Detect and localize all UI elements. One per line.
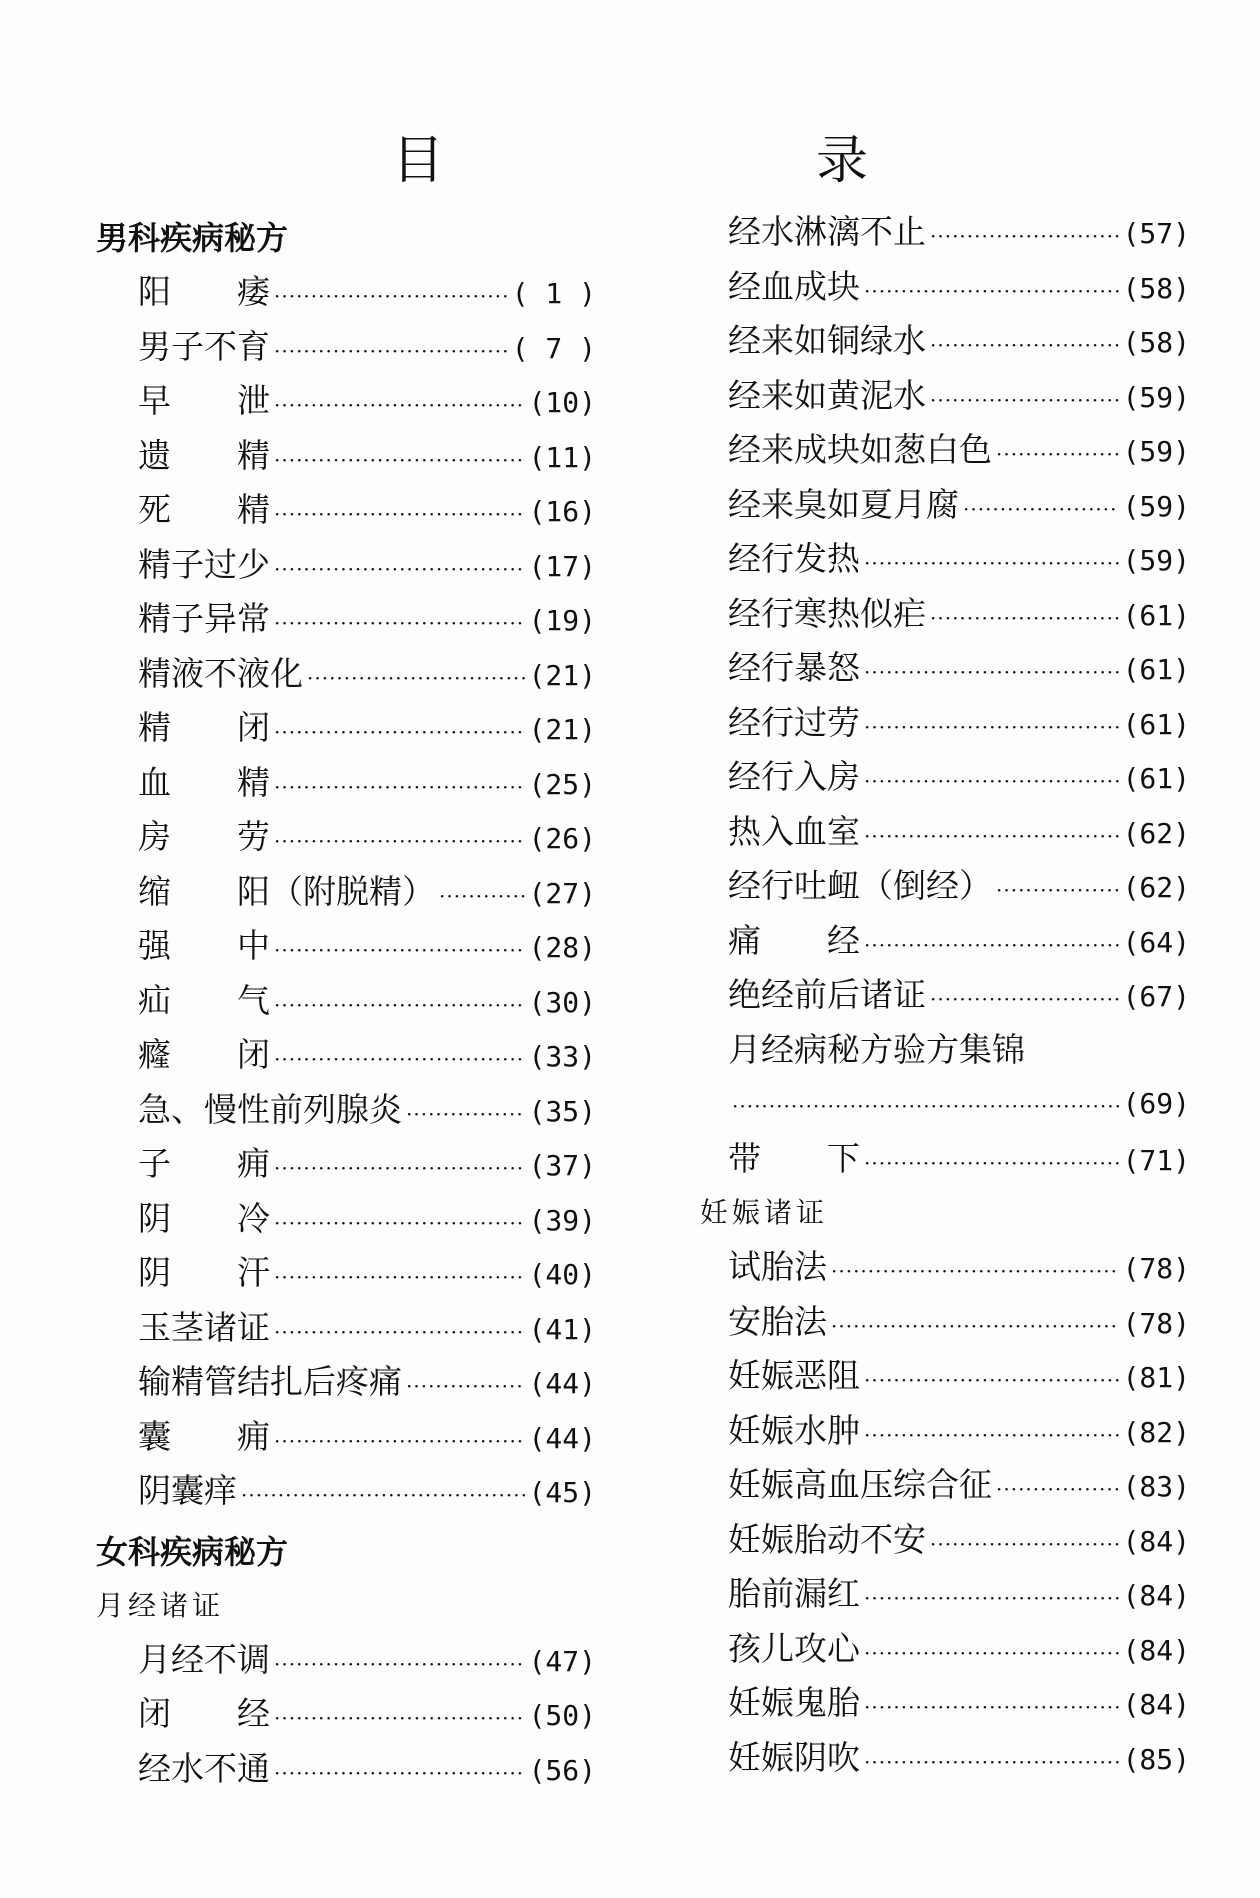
toc-entry-label: 强 中 <box>138 926 270 965</box>
toc-entry-page: (58) <box>1122 271 1190 305</box>
toc-entry-page: (59) <box>1122 435 1190 468</box>
toc-entry-label: 月经病秘方验方集锦 <box>728 1029 1025 1069</box>
toc-entry-label: 精 闭 <box>138 708 270 747</box>
dot-leader <box>274 487 525 542</box>
toc-left-column <box>96 205 596 1796</box>
toc-entry[interactable] <box>700 1240 1190 1295</box>
toc-entry[interactable] <box>700 968 1190 1023</box>
toc-entry[interactable] <box>96 374 596 429</box>
dot-leader <box>864 1136 1119 1191</box>
dot-leader <box>274 1196 525 1251</box>
toc-entry-label: 经行吐衄（倒经） <box>728 866 992 905</box>
toc-entry-page: ( 1 ) <box>511 277 596 310</box>
dot-leader <box>864 1408 1119 1463</box>
toc-entry-page: (37) <box>528 1149 596 1182</box>
toc-entry-page: (41) <box>528 1312 596 1346</box>
toc-entry-page: (45) <box>528 1476 596 1509</box>
toc-list-pregnancy <box>700 1240 1190 1785</box>
dot-leader <box>930 209 1119 264</box>
toc-entry[interactable] <box>96 701 596 756</box>
toc-entry[interactable] <box>96 1083 596 1138</box>
toc-entry-page: (84) <box>1122 1524 1190 1558</box>
toc-entry[interactable] <box>96 265 596 320</box>
dot-leader <box>864 645 1119 700</box>
dot-leader <box>406 1087 525 1142</box>
dot-leader <box>864 809 1119 864</box>
toc-entry[interactable] <box>96 919 596 974</box>
dot-leader <box>864 918 1119 973</box>
toc-entry-page: (59) <box>1122 544 1190 577</box>
toc-entry-label: 死 精 <box>138 490 270 529</box>
toc-entry[interactable] <box>700 1458 1190 1513</box>
toc-entry[interactable] <box>700 859 1190 914</box>
toc-entry[interactable] <box>96 974 596 1029</box>
toc-entry-label: 胎前漏红 <box>728 1574 860 1613</box>
toc-entry-page: (58) <box>1122 326 1190 359</box>
toc-entry[interactable] <box>96 1301 596 1356</box>
toc-entry-label: 妊娠高血压综合征 <box>728 1465 992 1504</box>
toc-entry-page: ( 7 ) <box>511 331 596 365</box>
toc-entry-label: 急、慢性前列腺炎 <box>138 1089 402 1129</box>
toc-entry[interactable] <box>700 1132 1190 1187</box>
toc-entry-page: (61) <box>1122 762 1190 795</box>
toc-entry-page: (10) <box>528 386 596 419</box>
dot-leader <box>930 318 1119 373</box>
toc-entry-label: 精液不液化 <box>138 653 303 693</box>
toc-entry[interactable] <box>700 750 1190 805</box>
toc-entry[interactable] <box>96 1246 596 1301</box>
toc-entry[interactable] <box>700 1567 1190 1622</box>
toc-entry-page: (82) <box>1122 1415 1190 1449</box>
toc-entry-label: 缩 阳（附脱精） <box>138 871 435 911</box>
toc-entry-label: 痛 经 <box>728 920 860 960</box>
toc-entry-label: 癃 闭 <box>138 1035 270 1074</box>
toc-entry-page: (44) <box>528 1421 596 1455</box>
toc-entry[interactable] <box>96 1687 596 1742</box>
section-heading-women: 女科疾病秘方 <box>96 1532 289 1571</box>
dot-leader <box>274 1414 525 1469</box>
toc-entry[interactable] <box>700 1513 1190 1568</box>
toc-entry-label: 经来臭如夏月腐 <box>728 484 959 524</box>
toc-entry-page: (59) <box>1122 380 1190 414</box>
subsection-heading-menstrual: 月经诸证 <box>96 1588 225 1622</box>
toc-entry-page: (16) <box>528 495 596 528</box>
toc-entry-page: (81) <box>1122 1361 1190 1394</box>
toc-entry-label: 阴 冷 <box>138 1198 270 1238</box>
toc-entry[interactable] <box>700 1404 1190 1459</box>
toc-entry[interactable] <box>96 647 596 702</box>
toc-entry-page: (84) <box>1122 1633 1190 1667</box>
dot-leader <box>274 705 525 760</box>
toc-entry[interactable] <box>700 587 1190 642</box>
dot-leader <box>864 536 1119 591</box>
toc-entry-page: (47) <box>528 1644 596 1678</box>
toc-entry-label: 早 泄 <box>138 381 270 420</box>
toc-entry-page: (39) <box>528 1203 596 1237</box>
toc-entry-label: 经来如铜绿水 <box>728 321 926 360</box>
toc-entry-page: (26) <box>528 822 596 855</box>
dot-leader <box>732 1079 1119 1134</box>
toc-entry-page: (67) <box>1122 980 1190 1013</box>
subsection-heading-pregnancy: 妊娠诸证 <box>700 1196 829 1229</box>
dot-leader <box>996 1462 1119 1517</box>
toc-entry-page: (83) <box>1122 1470 1190 1503</box>
toc-entry-label: 囊 痈 <box>138 1416 270 1456</box>
toc-entry-label: 妊娠鬼胎 <box>728 1683 860 1722</box>
toc-entry[interactable] <box>96 1028 596 1083</box>
toc-entry-page: (33) <box>528 1040 596 1073</box>
toc-entry[interactable] <box>96 1355 596 1410</box>
toc-entry-label: 孩儿攻心 <box>728 1628 860 1668</box>
toc-entry-page: (35) <box>528 1094 596 1128</box>
toc-entry-label: 绝经前后诸证 <box>728 975 926 1014</box>
toc-right-column <box>700 205 1190 1785</box>
toc-entry-label: 疝 气 <box>138 980 270 1020</box>
dot-leader <box>274 1250 525 1305</box>
toc-entry[interactable] <box>700 1349 1190 1404</box>
page-title: 目 录 <box>391 131 1028 191</box>
toc-entry[interactable] <box>96 865 596 920</box>
toc-entry-label: 玉茎诸证 <box>138 1307 270 1347</box>
toc-entry-page: (84) <box>1122 1688 1190 1721</box>
toc-entry[interactable] <box>700 1731 1190 1786</box>
toc-entry-page: (27) <box>528 876 596 910</box>
toc-entry-label: 精子过少 <box>138 544 270 584</box>
toc-entry-page: (21) <box>528 713 596 746</box>
dot-leader <box>274 378 525 433</box>
dot-leader <box>996 427 1119 482</box>
dot-leader <box>864 1571 1119 1626</box>
dot-leader <box>864 1735 1119 1790</box>
toc-entry[interactable] <box>700 641 1190 696</box>
dot-leader <box>274 596 525 651</box>
toc-entry-page: (25) <box>528 767 596 801</box>
toc-entry[interactable] <box>96 1410 596 1465</box>
toc-entry-label: 带 下 <box>728 1138 860 1178</box>
toc-entry-page: (78) <box>1122 1252 1190 1285</box>
toc-list-menstrual-continued <box>700 205 1190 1023</box>
toc-list-menstrual <box>96 1633 596 1797</box>
toc-entry[interactable] <box>700 1295 1190 1350</box>
toc-entry-page: (21) <box>528 658 596 692</box>
toc-entry-label: 月经不调 <box>138 1639 270 1679</box>
toc-entry-label: 经行寒热似疟 <box>728 593 926 633</box>
toc-entry-page: (62) <box>1122 816 1190 850</box>
toc-entry-label: 妊娠恶阻 <box>728 1356 860 1395</box>
toc-entry[interactable] <box>700 478 1190 533</box>
toc-entry-page: (40) <box>528 1258 596 1291</box>
toc-entry-page: (57) <box>1122 217 1190 250</box>
toc-entry[interactable] <box>700 532 1190 587</box>
toc-entry-page: (69) <box>1122 1087 1190 1120</box>
toc-entry-continuation[interactable] <box>700 1077 1190 1132</box>
toc-entry-page: (62) <box>1122 871 1190 904</box>
dot-leader <box>930 591 1119 646</box>
toc-entry-page: (56) <box>528 1753 596 1787</box>
dot-leader <box>274 433 525 488</box>
dot-leader <box>996 863 1119 918</box>
toc-entry-page: (85) <box>1122 1742 1190 1776</box>
toc-entry-label: 经水淋漓不止 <box>728 212 926 251</box>
toc-entry[interactable] <box>96 756 596 811</box>
toc-entry-label: 经血成块 <box>728 266 860 306</box>
toc-entry-label: 妊娠水肿 <box>728 1410 860 1450</box>
toc-entry-label: 妊娠阴吹 <box>728 1737 860 1777</box>
dot-leader <box>274 1691 525 1746</box>
toc-entry-label: 经行发热 <box>728 539 860 578</box>
toc-entry[interactable] <box>700 260 1190 315</box>
toc-entry-label: 试胎法 <box>728 1247 827 1286</box>
dot-leader <box>930 1517 1119 1572</box>
toc-entry-page: (78) <box>1122 1306 1190 1340</box>
toc-entry-page: (28) <box>528 931 596 964</box>
toc-entry-label: 阴 汗 <box>138 1253 270 1292</box>
toc-entry[interactable] <box>700 423 1190 478</box>
toc-entry[interactable] <box>700 1622 1190 1677</box>
toc-entry[interactable] <box>96 1137 596 1192</box>
toc-entry-page: (50) <box>528 1699 596 1732</box>
toc-entry-page: (71) <box>1122 1143 1190 1177</box>
dot-leader <box>274 1141 525 1196</box>
toc-entry[interactable] <box>96 1192 596 1247</box>
toc-entry[interactable] <box>96 538 596 593</box>
toc-entry[interactable] <box>700 805 1190 860</box>
dot-leader <box>963 482 1119 537</box>
toc-entry[interactable] <box>700 914 1190 969</box>
toc-entry-label: 安胎法 <box>728 1301 827 1341</box>
toc-entry-label: 男子不育 <box>138 326 270 366</box>
toc-entry-label: 子 痈 <box>138 1144 270 1183</box>
toc-entry-label: 阴囊痒 <box>138 1471 237 1510</box>
toc-entry[interactable] <box>96 429 596 484</box>
dot-leader <box>864 700 1119 755</box>
toc-entry-page: (30) <box>528 985 596 1019</box>
toc-entry-page: (84) <box>1122 1579 1190 1612</box>
toc-entry[interactable] <box>700 1676 1190 1731</box>
dot-leader <box>864 1353 1119 1408</box>
dot-leader <box>274 1637 525 1692</box>
dot-leader <box>274 978 525 1033</box>
toc-entry-label: 经来如黄泥水 <box>728 375 926 415</box>
toc-entry-label: 妊娠胎动不安 <box>728 1519 926 1559</box>
toc-entry-label: 经来成块如葱白色 <box>728 430 992 469</box>
dot-leader <box>864 1626 1119 1681</box>
toc-entry-page: (61) <box>1122 598 1190 632</box>
dot-leader <box>864 1680 1119 1735</box>
dot-leader <box>406 1359 525 1414</box>
dot-leader <box>864 754 1119 809</box>
dot-leader <box>274 324 508 379</box>
toc-entry-label: 遗 精 <box>138 435 270 475</box>
toc-entry-page: (44) <box>528 1367 596 1400</box>
section-heading-men: 男科疾病秘方 <box>96 219 289 257</box>
dot-leader <box>930 373 1119 428</box>
dot-leader <box>274 1305 525 1360</box>
dot-leader <box>831 1299 1119 1354</box>
dot-leader <box>274 923 525 978</box>
toc-entry-label: 血 精 <box>138 762 270 802</box>
toc-entry-page: (61) <box>1122 653 1190 686</box>
dot-leader <box>274 814 525 869</box>
toc-entry-label: 闭 经 <box>138 1694 270 1733</box>
dot-leader <box>274 1746 525 1801</box>
toc-entry-label: 经行暴怒 <box>728 648 860 687</box>
toc-entry-page: (61) <box>1122 707 1190 741</box>
toc-entry[interactable] <box>700 369 1190 424</box>
toc-entry-label: 输精管结扎后疼痛 <box>138 1362 402 1401</box>
toc-entry-label: 经水不通 <box>138 1748 270 1788</box>
dot-leader <box>274 542 525 597</box>
dot-leader <box>439 869 525 924</box>
toc-entry-label: 精子异常 <box>138 599 270 638</box>
toc-entry-label: 热入血室 <box>728 811 860 851</box>
dot-leader <box>864 264 1119 319</box>
toc-entry-page: (11) <box>528 440 596 474</box>
toc-entry[interactable] <box>96 1464 596 1519</box>
toc-entry-page: (19) <box>528 604 596 637</box>
toc-list-men <box>96 265 596 1519</box>
toc-entry[interactable] <box>96 1633 596 1688</box>
toc-entry[interactable] <box>700 314 1190 369</box>
toc-entry-label: 房 劳 <box>138 817 270 856</box>
toc-entry[interactable] <box>96 592 596 647</box>
toc-entry[interactable] <box>96 320 596 375</box>
toc-entry[interactable] <box>700 696 1190 751</box>
toc-entry-page: (64) <box>1122 925 1190 959</box>
toc-entry-label: 经行过劳 <box>728 702 860 742</box>
dot-leader <box>274 269 508 324</box>
toc-entry[interactable] <box>96 1742 596 1797</box>
toc-entry-label: 经行入房 <box>728 757 860 796</box>
toc-entry-page: (17) <box>528 549 596 583</box>
toc-entry[interactable] <box>700 205 1190 260</box>
toc-entry-label: 阳 痿 <box>138 272 270 311</box>
dot-leader <box>241 1468 525 1523</box>
toc-entry-page: (59) <box>1122 489 1190 523</box>
dot-leader <box>307 651 525 706</box>
dot-leader <box>831 1244 1119 1299</box>
dot-leader <box>274 1032 525 1087</box>
dot-leader <box>930 972 1119 1027</box>
toc-entry[interactable] <box>96 810 596 865</box>
toc-entry[interactable] <box>700 1023 1190 1078</box>
toc-entry[interactable] <box>96 483 596 538</box>
dot-leader <box>274 760 525 815</box>
